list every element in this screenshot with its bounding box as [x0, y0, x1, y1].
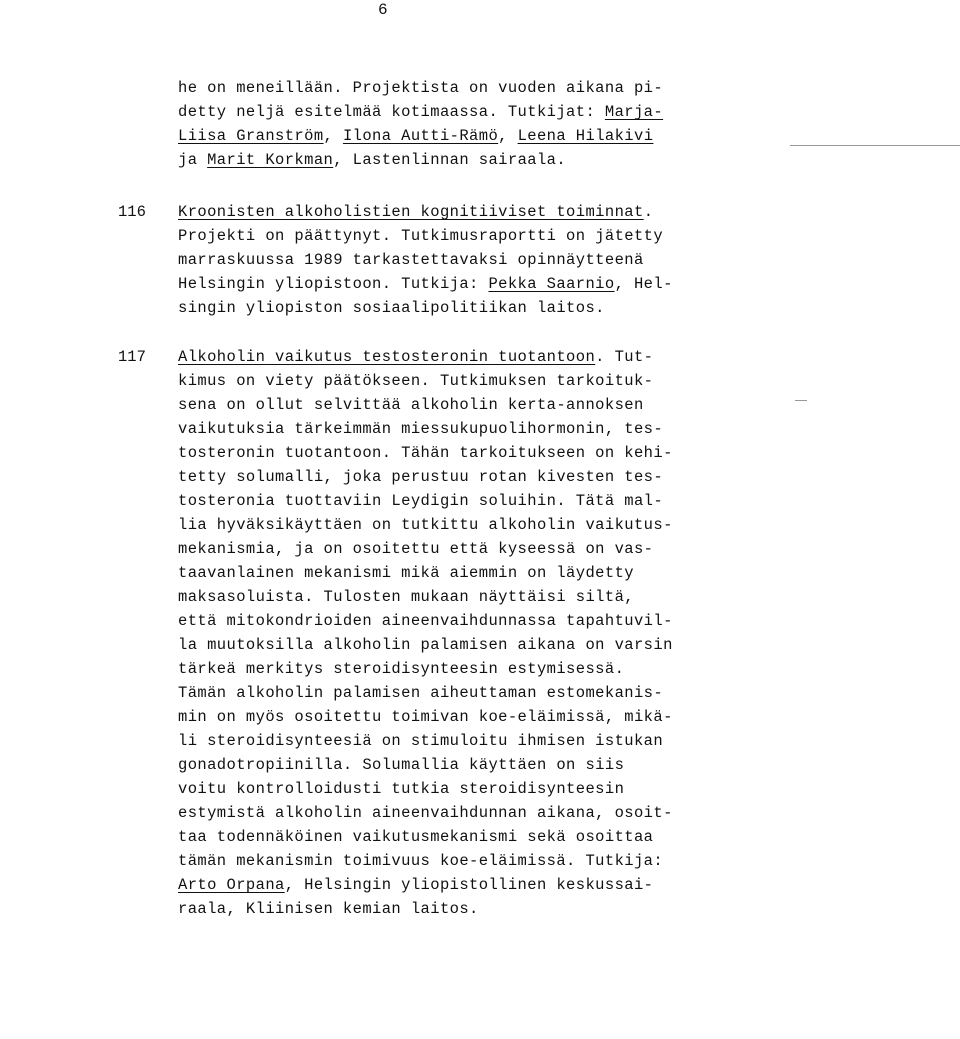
researcher-name: Ilona Autti-Rämö: [342, 127, 499, 145]
page-number: 6: [378, 1, 388, 19]
text-line: Tämän alkoholin palamisen aiheuttaman estomekanis-: [178, 684, 664, 702]
text-line: [178, 76, 698, 100]
text-line: kimus on viety päätökseen. Tutkimuksen tarkoituk-: [178, 372, 654, 390]
text-run: ,: [498, 127, 518, 145]
text-line: Projekti on päättynyt. Tutkimusraportti on jätetty: [178, 227, 664, 245]
text-line: tetty solumalli, joka perustuu rotan kivesten tes-: [178, 468, 664, 486]
text-line: maksasoluista. Tulosten mukaan näyttäisi siltä,: [178, 588, 634, 606]
item-117-paragraph: [178, 345, 698, 921]
text-line: tärkeä merkitys steroidisynteesin estymisessä.: [178, 660, 625, 678]
text-run: ,: [323, 127, 343, 145]
text-run: . Tut-: [595, 348, 654, 366]
text-line: vaikutuksia tärkeimmän miessukupuolihormonin, tes-: [178, 420, 664, 438]
text-line: li steroidisynteesiä on stimuloitu ihmisen istukan: [178, 732, 664, 750]
text-line: että mitokondrioiden aineenvaihdunnassa tapahtuvil-: [178, 612, 673, 630]
researcher-name: Marja-: [604, 103, 664, 121]
researcher-name: Liisa Granström: [178, 127, 324, 145]
text-line: [178, 124, 698, 148]
text-line: tosteronin tuotantoon. Tähän tarkoitukseen on kehi-: [178, 444, 673, 462]
text-line: raala, Kliinisen kemian laitos.: [178, 900, 479, 918]
researcher-name: Pekka Saarnio: [488, 275, 615, 293]
intro-paragraph: [178, 76, 698, 172]
text-line: [178, 873, 698, 897]
text-line: gonadotropiinilla. Solumallia käyttäen on siis: [178, 756, 625, 774]
text-run: , Lastenlinnan sairaala.: [333, 151, 567, 169]
item-116-paragraph: [178, 200, 698, 320]
text-run: , Helsingin yliopistollinen keskussai-: [284, 876, 654, 894]
scan-artifact-line: [795, 400, 807, 401]
text-run: he on meneillään. Projektista on vuoden aikana pi-: [178, 79, 664, 97]
researcher-name: Leena Hilakivi: [517, 127, 654, 145]
text-line: sena on ollut selvittää alkoholin kerta-annoksen: [178, 396, 644, 414]
text-line: [178, 272, 698, 296]
scan-artifact-line: [790, 145, 960, 146]
text-run: detty neljä esitelmää kotimaassa. Tutkijat:: [178, 103, 605, 121]
text-line: tämän mekanismin toimivuus koe-eläimissä. Tutkija:: [178, 852, 664, 870]
text-line: mekanismia, ja on osoitettu että kyseessä on vas-: [178, 540, 654, 558]
researcher-name: Marit Korkman: [207, 151, 334, 169]
text-line: marraskuussa 1989 tarkastettavaksi opinnäytteenä: [178, 251, 644, 269]
text-line: lia hyväksikäyttäen on tutkittu alkoholin vaikutus-: [178, 516, 673, 534]
item-number-116: 116: [118, 203, 146, 221]
text-line: tosteronia tuottaviin Leydigin soluihin. Tätä mal-: [178, 492, 664, 510]
item-title-line: [178, 345, 698, 369]
text-line: [178, 100, 698, 124]
text-line: taa todennäköinen vaikutusmekanismi sekä osoittaa: [178, 828, 654, 846]
text-line: taavanlainen mekanismi mikä aiemmin on läydetty: [178, 564, 634, 582]
text-line: la muutoksilla alkoholin palamisen aikana on varsin: [178, 636, 673, 654]
text-run: Helsingin yliopistoon. Tutkija:: [178, 275, 489, 293]
text-line: estymistä alkoholin aineenvaihdunnan aikana, osoit-: [178, 804, 673, 822]
text-line: singin yliopiston sosiaalipolitiikan laitos.: [178, 299, 605, 317]
text-line: [178, 148, 698, 172]
item-title: Kroonisten alkoholistien kognitiiviset toiminnat: [178, 203, 644, 221]
text-line: min on myös osoitettu toimivan koe-eläimissä, mikä-: [178, 708, 673, 726]
item-number-117: 117: [118, 348, 146, 366]
item-title-line: [178, 200, 698, 224]
text-run: .: [643, 203, 654, 221]
text-run: , Hel-: [614, 275, 673, 293]
researcher-name: Arto Orpana: [178, 876, 285, 894]
text-run: ja: [178, 151, 208, 169]
item-title: Alkoholin vaikutus testosteronin tuotantoon: [178, 348, 596, 366]
text-line: voitu kontrolloidusti tutkia steroidisynteesin: [178, 780, 625, 798]
